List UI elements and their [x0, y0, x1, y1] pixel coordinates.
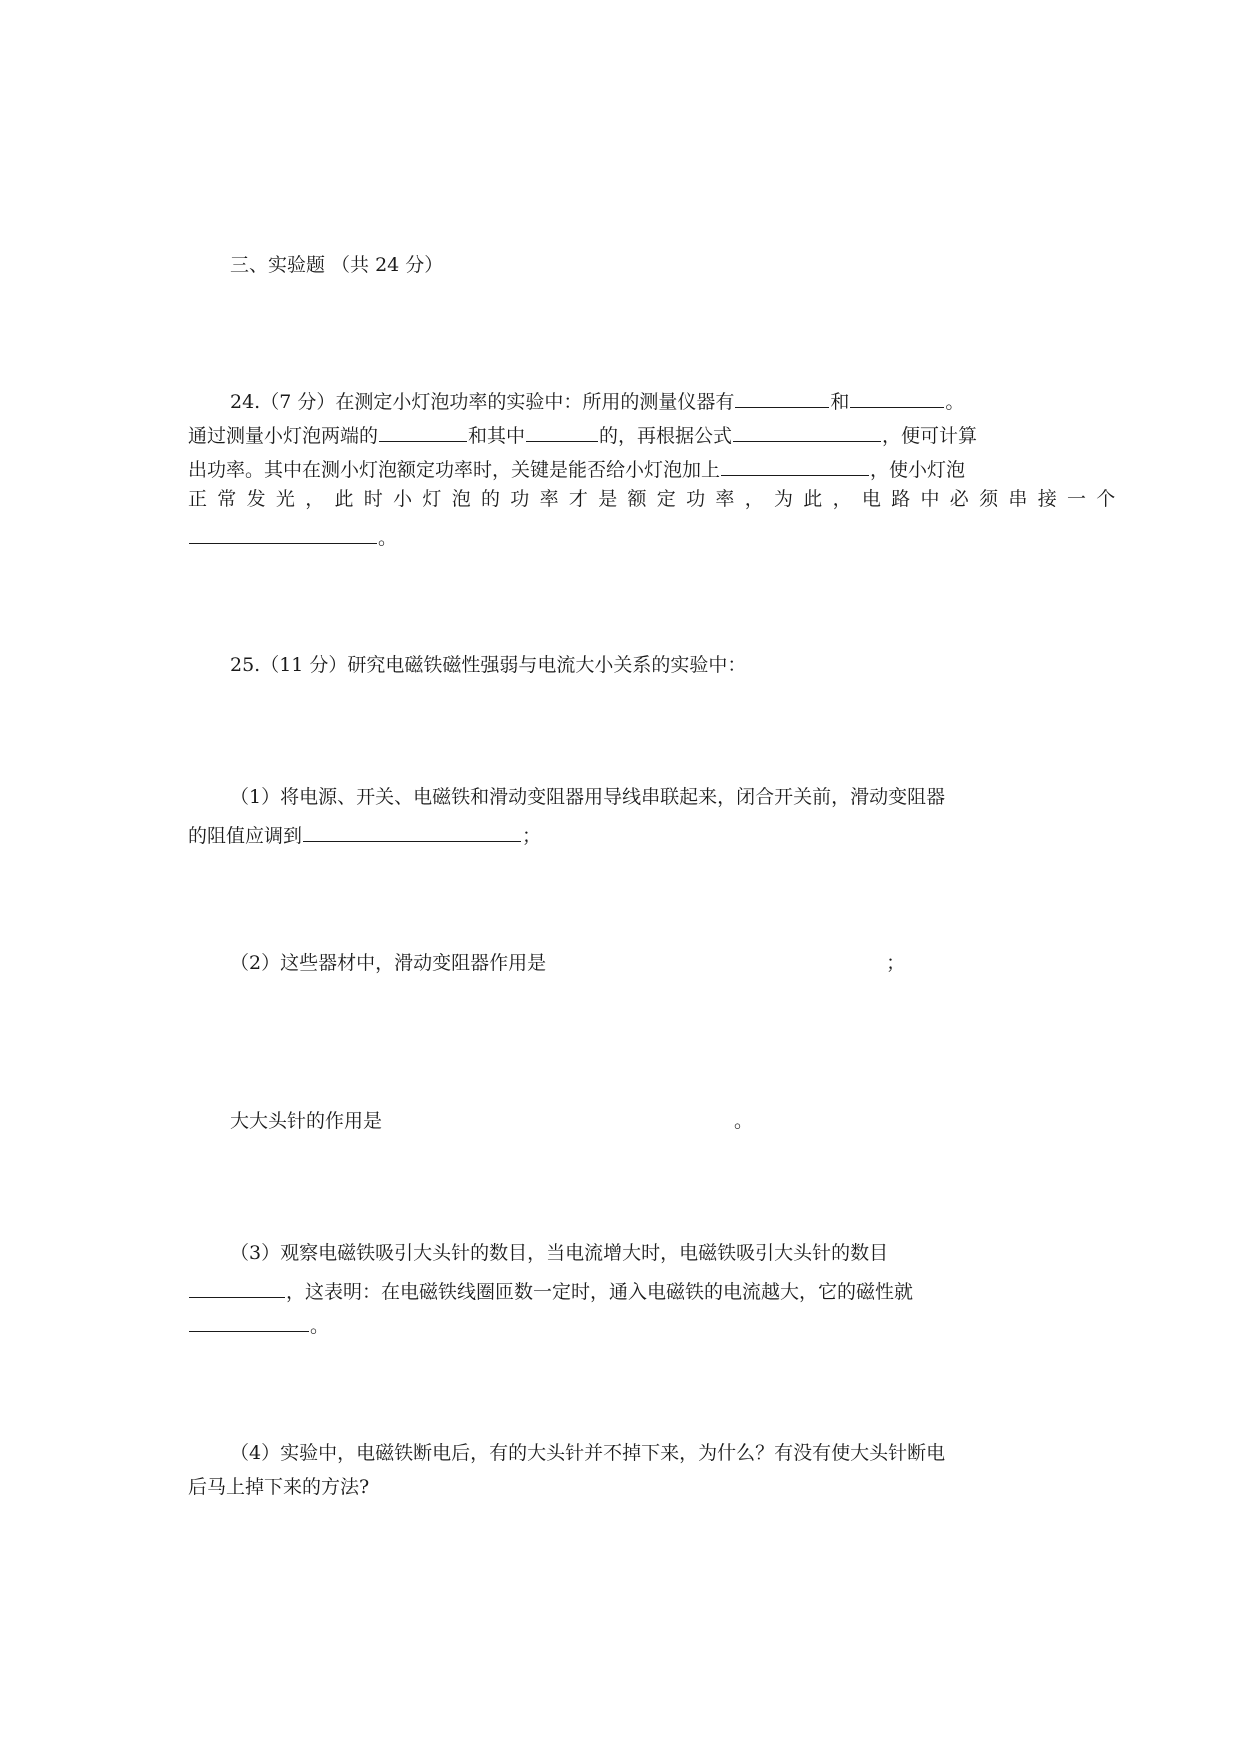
q24-text: 。 [378, 527, 398, 549]
q24-line-5 [188, 524, 397, 548]
q25-part2b-line [230, 1112, 753, 1131]
q25-part2-line [230, 954, 905, 973]
q25-part3-line-1: （3）观察电磁铁吸引大头针的数目，当电流增大时，电磁铁吸引大头针的数目 [230, 1242, 889, 1264]
q24-line-3 [188, 456, 965, 480]
q24-text: 和其中 [468, 425, 526, 447]
section-title: 三、实验题 （共 24 分） [230, 254, 444, 276]
answer-blank[interactable] [189, 1278, 285, 1298]
q25-text: ； [522, 825, 542, 847]
q25-title: 25.（11 分）研究电磁铁磁性强弱与电流大小关系的实验中： [230, 654, 747, 676]
q24-text: 正常发光，此时小灯泡的功率才是额定功率，为此，电路中必须串接一个 [188, 488, 1126, 510]
q25-part1-line-1: （1）将电源、开关、电磁铁和滑动变阻器用导线串联起来，闭合开关前，滑动变阻器 [230, 786, 946, 808]
q24-text: 和 [830, 391, 850, 413]
q24-line-4 [188, 490, 1126, 509]
answer-blank[interactable] [189, 1312, 309, 1332]
q25-part4-line-2: 后马上掉下来的方法? [188, 1476, 370, 1498]
q25-text: 。 [310, 1315, 330, 1337]
q25-text: 。 [734, 1110, 754, 1132]
answer-blank[interactable] [721, 456, 869, 476]
q25-text: （2）这些器材中，滑动变阻器作用是 [230, 952, 547, 974]
q25-text: 大大头针的作用是 [230, 1110, 383, 1132]
q24-text: ，便可计算 [882, 425, 978, 447]
q25-text: ，这表明：在电磁铁线圈匝数一定时，通入电磁铁的电流越大，它的磁性就 [286, 1281, 914, 1303]
q25-part1-line-2 [188, 822, 541, 846]
q24-text: 24.（7 分）在测定小灯泡功率的实验中：所用的测量仪器有 [230, 391, 735, 413]
answer-blank[interactable] [735, 388, 829, 408]
q24-line-1 [230, 388, 964, 412]
q25-part3-line-3 [188, 1312, 329, 1336]
answer-blank[interactable] [733, 422, 881, 442]
answer-blank[interactable] [189, 524, 377, 544]
q25-text: ； [886, 952, 906, 974]
q24-text: 的，再根据公式 [599, 425, 733, 447]
q24-text: ，使小灯泡 [870, 459, 966, 481]
answer-blank[interactable] [303, 822, 521, 842]
q24-text: 出功率。其中在测小灯泡额定功率时，关键是能否给小灯泡加上 [188, 459, 721, 481]
answer-blank[interactable] [850, 388, 944, 408]
q24-line-2 [188, 422, 977, 446]
q25-text: 的阻值应调到 [188, 825, 303, 847]
answer-blank[interactable] [379, 422, 467, 442]
q24-text: 通过测量小灯泡两端的 [188, 425, 379, 447]
answer-blank[interactable] [526, 422, 598, 442]
q25-part3-line-2 [188, 1278, 913, 1302]
q24-text: 。 [945, 391, 965, 413]
q25-part4-line-1: （4）实验中，电磁铁断电后，有的大头针并不掉下来，为什么？有没有使大头针断电 [230, 1442, 946, 1464]
